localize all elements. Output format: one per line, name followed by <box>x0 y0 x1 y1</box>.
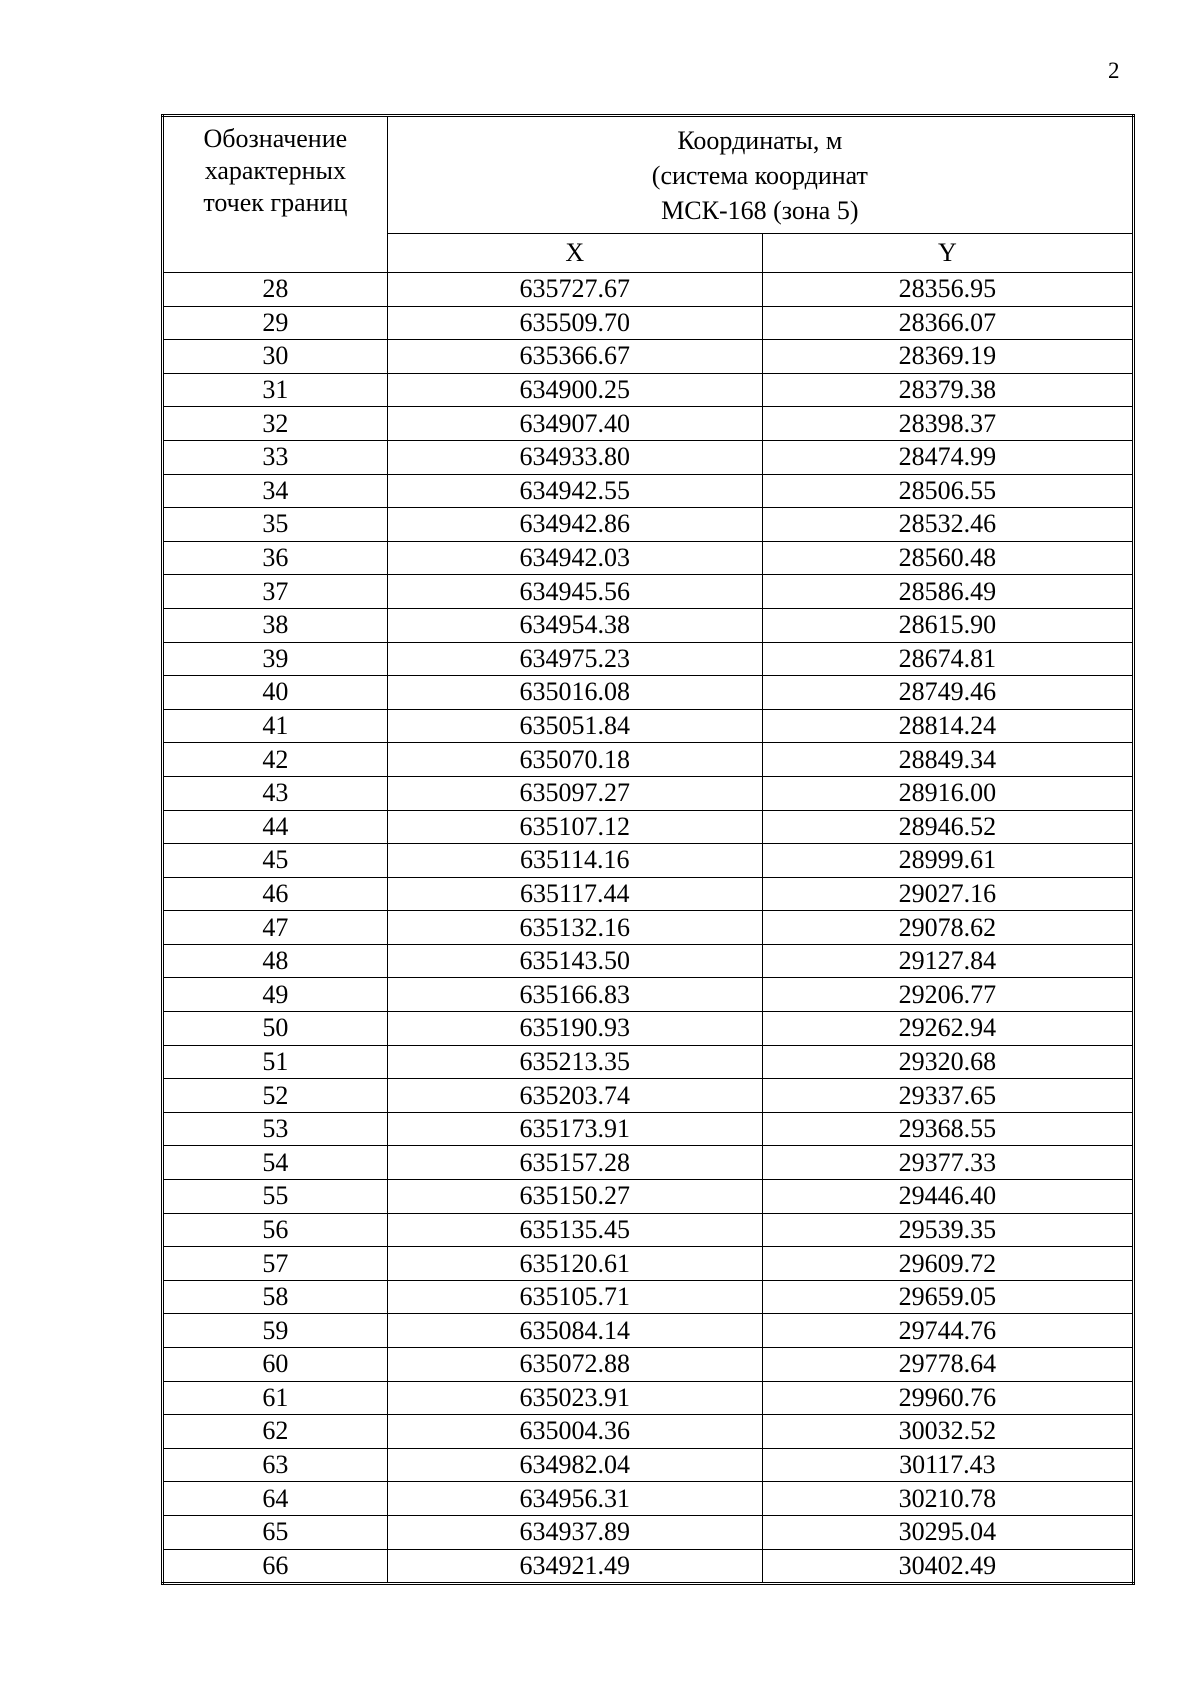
x-coordinate-cell: 635023.91 <box>387 1381 762 1415</box>
point-number-cell: 64 <box>163 1482 388 1516</box>
point-number-cell: 62 <box>163 1415 388 1449</box>
x-coordinate-cell: 635213.35 <box>387 1045 762 1079</box>
table-body <box>163 273 1134 1584</box>
x-coordinate-cell: 635157.28 <box>387 1146 762 1180</box>
x-coordinate-cell: 634900.25 <box>387 373 762 407</box>
point-number-cell: 54 <box>163 1146 388 1180</box>
x-coordinate-cell: 634945.56 <box>387 575 762 609</box>
table-row <box>163 340 1134 374</box>
coords-header-line: Координаты, м <box>677 126 843 155</box>
y-coordinate-cell: 28369.19 <box>762 340 1133 374</box>
point-number-cell: 31 <box>163 373 388 407</box>
x-coordinate-cell: 635143.50 <box>387 944 762 978</box>
y-coordinate-cell: 28506.55 <box>762 474 1133 508</box>
table-row <box>163 911 1134 945</box>
point-number-cell: 38 <box>163 608 388 642</box>
x-coordinate-cell: 634956.31 <box>387 1482 762 1516</box>
point-header-line: Обозначение <box>203 124 348 153</box>
table-row <box>163 1448 1134 1482</box>
point-number-cell: 28 <box>163 273 388 307</box>
x-coordinate-cell: 635016.08 <box>387 676 762 710</box>
table-row <box>163 642 1134 676</box>
x-coordinate-cell: 634942.03 <box>387 541 762 575</box>
y-coordinate-cell: 29262.94 <box>762 1012 1133 1046</box>
x-coordinate-cell: 634954.38 <box>387 608 762 642</box>
table-row <box>163 944 1134 978</box>
x-coordinate-cell: 635105.71 <box>387 1280 762 1314</box>
coords-header-line: (система координат <box>651 161 868 190</box>
table-row <box>163 541 1134 575</box>
table-row <box>163 474 1134 508</box>
point-number-cell: 63 <box>163 1448 388 1482</box>
y-coordinate-cell: 29609.72 <box>762 1247 1133 1281</box>
y-coordinate-cell: 30210.78 <box>762 1482 1133 1516</box>
table-row <box>163 1314 1134 1348</box>
point-number-cell: 59 <box>163 1314 388 1348</box>
x-coordinate-cell: 635051.84 <box>387 709 762 743</box>
point-number-cell: 39 <box>163 642 388 676</box>
point-number-cell: 49 <box>163 978 388 1012</box>
table-row <box>163 978 1134 1012</box>
y-coordinate-cell: 28946.52 <box>762 810 1133 844</box>
x-coordinate-cell: 634982.04 <box>387 1448 762 1482</box>
y-coordinate-cell: 28356.95 <box>762 273 1133 307</box>
table-row <box>163 407 1134 441</box>
point-number-cell: 48 <box>163 944 388 978</box>
y-coordinate-cell: 29368.55 <box>762 1112 1133 1146</box>
y-coordinate-cell: 29078.62 <box>762 911 1133 945</box>
coordinates-header <box>387 116 1133 234</box>
x-coordinate-cell: 634975.23 <box>387 642 762 676</box>
table-row <box>163 1348 1134 1382</box>
x-coordinate-cell: 635190.93 <box>387 1012 762 1046</box>
table-row <box>163 1045 1134 1079</box>
point-number-cell: 65 <box>163 1515 388 1549</box>
point-number-cell: 44 <box>163 810 388 844</box>
table-row <box>163 676 1134 710</box>
y-coordinate-cell: 28366.07 <box>762 306 1133 340</box>
point-number-cell: 40 <box>163 676 388 710</box>
point-number-cell: 53 <box>163 1112 388 1146</box>
table-row <box>163 373 1134 407</box>
table-header <box>163 116 1134 273</box>
point-designation-header <box>163 116 388 273</box>
point-number-cell: 37 <box>163 575 388 609</box>
table-row <box>163 1112 1134 1146</box>
point-number-cell: 57 <box>163 1247 388 1281</box>
point-number-cell: 58 <box>163 1280 388 1314</box>
y-coordinate-cell: 29127.84 <box>762 944 1133 978</box>
table-row <box>163 776 1134 810</box>
y-coordinate-cell: 28586.49 <box>762 575 1133 609</box>
x-coordinate-cell: 635072.88 <box>387 1348 762 1382</box>
x-coordinate-cell: 635117.44 <box>387 877 762 911</box>
point-number-cell: 55 <box>163 1180 388 1214</box>
table-row <box>163 1515 1134 1549</box>
table-row <box>163 743 1134 777</box>
x-column-header: X <box>387 234 762 273</box>
x-coordinate-cell: 634907.40 <box>387 407 762 441</box>
x-coordinate-cell: 635107.12 <box>387 810 762 844</box>
y-coordinate-cell: 29659.05 <box>762 1280 1133 1314</box>
y-column-header: Y <box>762 234 1133 273</box>
point-number-cell: 50 <box>163 1012 388 1046</box>
x-coordinate-cell: 635166.83 <box>387 978 762 1012</box>
x-coordinate-cell: 635203.74 <box>387 1079 762 1113</box>
table-row <box>163 273 1134 307</box>
table-row <box>163 709 1134 743</box>
x-coordinate-cell: 635120.61 <box>387 1247 762 1281</box>
x-coordinate-cell: 635132.16 <box>387 911 762 945</box>
table-row <box>163 508 1134 542</box>
x-coordinate-cell: 635366.67 <box>387 340 762 374</box>
y-coordinate-cell: 28474.99 <box>762 440 1133 474</box>
y-coordinate-cell: 28749.46 <box>762 676 1133 710</box>
table-row <box>163 877 1134 911</box>
point-number-cell: 42 <box>163 743 388 777</box>
y-coordinate-cell: 29446.40 <box>762 1180 1133 1214</box>
point-header-line: точек границ <box>203 188 348 217</box>
point-number-cell: 51 <box>163 1045 388 1079</box>
y-coordinate-cell: 29337.65 <box>762 1079 1133 1113</box>
y-coordinate-cell: 28398.37 <box>762 407 1133 441</box>
point-header-line: характерных <box>204 156 346 185</box>
point-number-cell: 61 <box>163 1381 388 1415</box>
x-coordinate-cell: 635509.70 <box>387 306 762 340</box>
point-number-cell: 46 <box>163 877 388 911</box>
point-number-cell: 56 <box>163 1213 388 1247</box>
y-coordinate-cell: 28615.90 <box>762 608 1133 642</box>
point-number-cell: 35 <box>163 508 388 542</box>
y-coordinate-cell: 30295.04 <box>762 1515 1133 1549</box>
point-number-cell: 36 <box>163 541 388 575</box>
x-coordinate-cell: 635150.27 <box>387 1180 762 1214</box>
x-coordinate-cell: 635114.16 <box>387 844 762 878</box>
table-row <box>163 810 1134 844</box>
point-number-cell: 52 <box>163 1079 388 1113</box>
point-number-cell: 32 <box>163 407 388 441</box>
y-coordinate-cell: 28814.24 <box>762 709 1133 743</box>
table-row <box>163 1415 1134 1449</box>
table-row <box>163 306 1134 340</box>
point-number-cell: 47 <box>163 911 388 945</box>
point-number-cell: 43 <box>163 776 388 810</box>
x-coordinate-cell: 634933.80 <box>387 440 762 474</box>
table-row <box>163 1549 1134 1584</box>
coordinates-table <box>161 114 1135 1585</box>
table-row <box>163 844 1134 878</box>
point-number-cell: 34 <box>163 474 388 508</box>
table-row <box>163 608 1134 642</box>
point-number-cell: 41 <box>163 709 388 743</box>
y-coordinate-cell: 28379.38 <box>762 373 1133 407</box>
point-number-cell: 29 <box>163 306 388 340</box>
table-row <box>163 1247 1134 1281</box>
y-coordinate-cell: 28674.81 <box>762 642 1133 676</box>
x-coordinate-cell: 634937.89 <box>387 1515 762 1549</box>
point-number-cell: 30 <box>163 340 388 374</box>
y-coordinate-cell: 28849.34 <box>762 743 1133 777</box>
y-coordinate-cell: 29778.64 <box>762 1348 1133 1382</box>
y-coordinate-cell: 29377.33 <box>762 1146 1133 1180</box>
x-coordinate-cell: 635173.91 <box>387 1112 762 1146</box>
x-coordinate-cell: 634942.86 <box>387 508 762 542</box>
table-row <box>163 1482 1134 1516</box>
y-coordinate-cell: 30032.52 <box>762 1415 1133 1449</box>
x-coordinate-cell: 634942.55 <box>387 474 762 508</box>
table-row <box>163 440 1134 474</box>
y-coordinate-cell: 30402.49 <box>762 1549 1133 1584</box>
table-row <box>163 1180 1134 1214</box>
x-coordinate-cell: 635097.27 <box>387 776 762 810</box>
y-coordinate-cell: 28532.46 <box>762 508 1133 542</box>
x-coordinate-cell: 635004.36 <box>387 1415 762 1449</box>
table-row <box>163 575 1134 609</box>
y-coordinate-cell: 28916.00 <box>762 776 1133 810</box>
x-coordinate-cell: 634921.49 <box>387 1549 762 1584</box>
y-coordinate-cell: 29744.76 <box>762 1314 1133 1348</box>
point-number-cell: 60 <box>163 1348 388 1382</box>
x-coordinate-cell: 635135.45 <box>387 1213 762 1247</box>
table-row <box>163 1146 1134 1180</box>
x-coordinate-cell: 635070.18 <box>387 743 762 777</box>
y-coordinate-cell: 28999.61 <box>762 844 1133 878</box>
table-row <box>163 1079 1134 1113</box>
y-coordinate-cell: 29539.35 <box>762 1213 1133 1247</box>
point-number-cell: 45 <box>163 844 388 878</box>
page-number: 2 <box>1108 58 1120 83</box>
table-row <box>163 1213 1134 1247</box>
y-coordinate-cell: 30117.43 <box>762 1448 1133 1482</box>
y-coordinate-cell: 28560.48 <box>762 541 1133 575</box>
table-row <box>163 1012 1134 1046</box>
table-row <box>163 1280 1134 1314</box>
table-row <box>163 1381 1134 1415</box>
y-coordinate-cell: 29206.77 <box>762 978 1133 1012</box>
x-coordinate-cell: 635727.67 <box>387 273 762 307</box>
coords-header-line: МСК-168 (зона 5) <box>661 196 859 225</box>
y-coordinate-cell: 29320.68 <box>762 1045 1133 1079</box>
point-number-cell: 66 <box>163 1549 388 1584</box>
point-number-cell: 33 <box>163 440 388 474</box>
y-coordinate-cell: 29960.76 <box>762 1381 1133 1415</box>
x-coordinate-cell: 635084.14 <box>387 1314 762 1348</box>
y-coordinate-cell: 29027.16 <box>762 877 1133 911</box>
